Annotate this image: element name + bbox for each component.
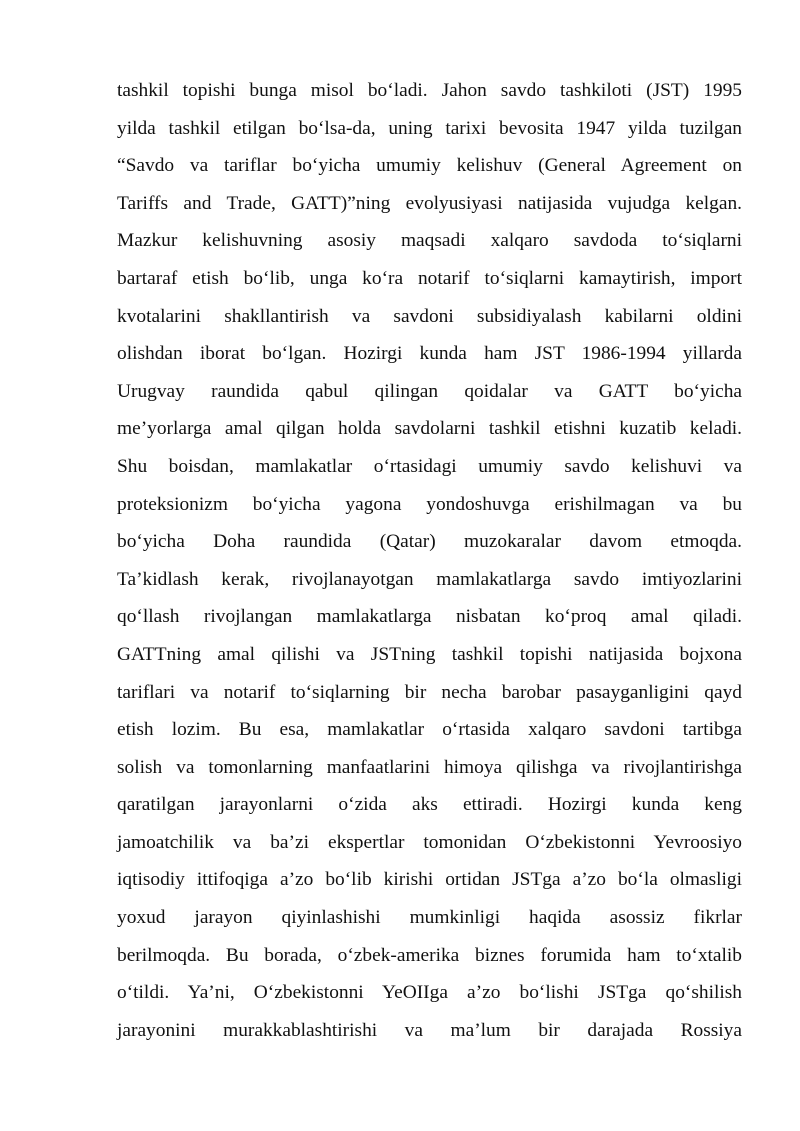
text-line: tashkil topishi bunga misol bo‘ladi. Jahon savdo tashkiloti (JST) 1995: [117, 80, 742, 101]
text-line: tariflari va notarif to‘siqlarning bir necha barobar pasayganligini qayd: [117, 681, 742, 703]
document-page: [117, 72, 742, 1049]
text-line: proteksionizm bo‘yicha yagona yondoshuvga erishilmagan va bu: [117, 493, 742, 515]
text-line: bartaraf etish bo‘lib, unga ko‘ra notarif to‘siqlarni kamaytirish, import: [117, 267, 742, 289]
text-line: “Savdo va tariflar bo‘yicha umumiy kelishuv (General Agreement on: [117, 155, 742, 177]
text-line: GATTning amal qilishi va JSTning tashkil topishi natijasida bojxona: [117, 643, 742, 665]
text-line: etish lozim. Bu esa, mamlakatlar o‘rtasida xalqaro savdoni tartibga: [117, 719, 742, 741]
text-line: Tariffs and Trade, GATT)”ning evolyusiyasi natijasida vujudga kelgan.: [117, 192, 742, 214]
text-line: jamoatchilik va ba’zi ekspertlar tomonidan O‘zbekistonni Yevroosiyo: [117, 831, 742, 853]
text-line: jarayonini murakkablashtirishi va ma’lum bir darajada Rossiya: [117, 1019, 742, 1041]
text-line: olishdan iborat bo‘lgan. Hozirgi kunda ham JST 1986-1994 yillarda: [117, 343, 742, 365]
text-line: solish va tomonlarning manfaatlarini himoya qilishga va rivojlantirishga: [117, 756, 742, 778]
text-line: iqtisodiy ittifoqiga a’zo bo‘lib kirishi ortidan JSTga a’zo bo‘la olmasligi: [117, 869, 742, 891]
text-line: Shu boisdan, mamlakatlar o‘rtasidagi umumiy savdo kelishuvi va: [117, 455, 742, 477]
body-paragraph: [117, 72, 742, 1049]
text-line: kvotalarini shakllantirish va savdoni subsidiyalash kabilarni oldini: [117, 305, 742, 327]
text-line: bo‘yicha Doha raundida (Qatar) muzokaralar davom etmoqda.: [117, 531, 742, 553]
text-line: Ta’kidlash kerak, rivojlanayotgan mamlakatlarga savdo imtiyozlarini: [117, 568, 742, 590]
text-line: yilda tashkil etilgan bo‘lsa-da, uning tarixi bevosita 1947 yilda tuzilgan: [117, 117, 742, 139]
text-line: o‘tildi. Ya’ni, O‘zbekistonni YeOIIga a’zo bo‘lishi JSTga qo‘shilish: [117, 982, 742, 1004]
text-line: Mazkur kelishuvning asosiy maqsadi xalqaro savdoda to‘siqlarni: [117, 230, 742, 252]
text-line: Urugvay raundida qabul qilingan qoidalar va GATT bo‘yicha: [117, 380, 742, 402]
text-line: yoxud jarayon qiyinlashishi mumkinligi haqida asossiz fikrlar: [117, 907, 742, 929]
text-line: berilmoqda. Bu borada, o‘zbek-amerika biznes forumida ham to‘xtalib: [117, 944, 742, 966]
text-line: me’yorlarga amal qilgan holda savdolarni tashkil etishni kuzatib keladi.: [117, 418, 742, 440]
text-line: qaratilgan jarayonlarni o‘zida aks ettiradi. Hozirgi kunda keng: [117, 794, 742, 816]
text-line: qo‘llash rivojlangan mamlakatlarga nisbatan ko‘proq amal qiladi.: [117, 606, 742, 628]
